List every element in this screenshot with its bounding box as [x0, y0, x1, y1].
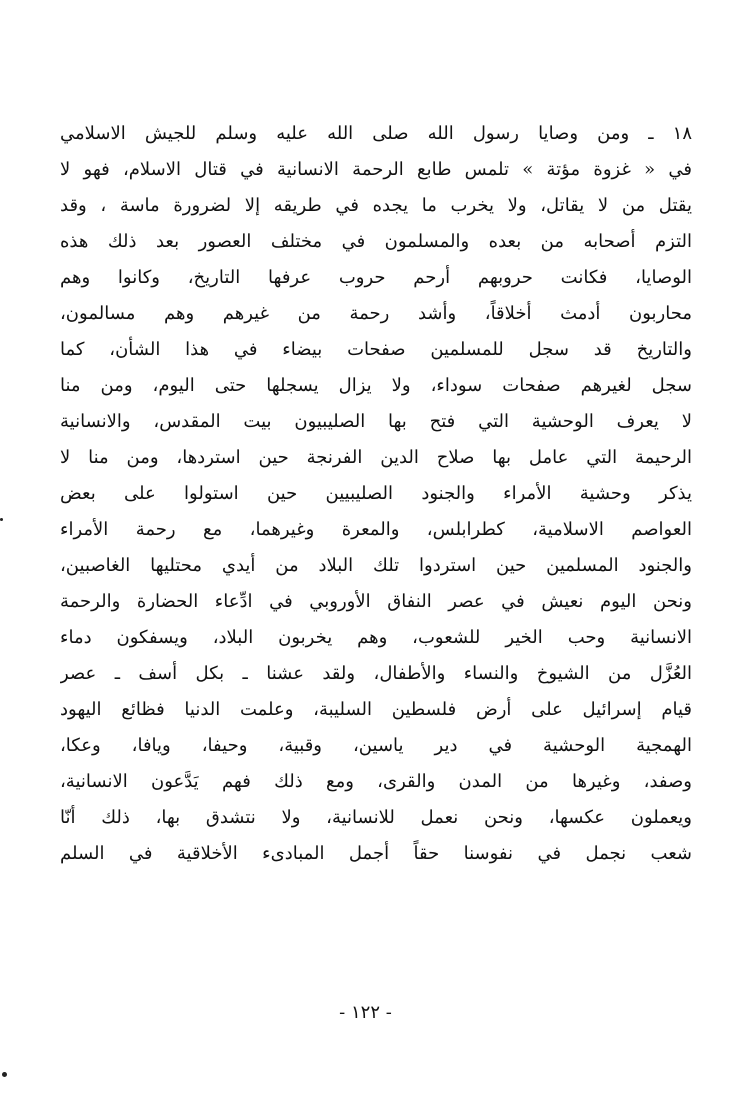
- text-line: قيام إسرائيل على أرض فلسطين السليبة، وعلمت الدنيا فظائع اليهود: [60, 699, 692, 720]
- text-line: يذكر وحشية الأمراء والجنود الصليبيين حين استولوا على بعض: [60, 483, 692, 504]
- text-line: ١٨ ـ ومن وصايا رسول الله صلى الله عليه وسلم للجيش الاسلامي: [60, 123, 692, 144]
- page-number: - ١٢٢ -: [339, 1002, 392, 1023]
- text-line: وصفد، وغيرها من المدن والقرى، ومع ذلك فهم يَدَّعون الانسانية،: [60, 771, 692, 792]
- text-line: الهمجية الوحشية في دير ياسين، وقبية، وحيفا، ويافا، وعكا،: [60, 735, 692, 756]
- text-line: ويعملون عكسها، ونحن نعمل للانسانية، ولا نتشدق بها، ذلك أنّا: [60, 807, 692, 828]
- scan-speck: [2, 1072, 7, 1077]
- text-line: الوصايا، فكانت حروبهم أرحم حروب عرفها التاريخ، وكانوا وهم: [60, 267, 692, 288]
- text-line: محاربون أدمث أخلاقاً، وأشد رحمة من غيرهم وهم مسالمون،: [60, 303, 692, 324]
- scan-speck: [0, 518, 3, 521]
- text-line: الانسانية وحب الخير للشعوب، وهم يخربون البلاد، ويسفكون دماء: [60, 627, 692, 648]
- text-line: والجنود المسلمين حين استردوا تلك البلاد من أيدي محتليها الغاصبين،: [60, 555, 692, 576]
- text-line: شعب نجمل في نفوسنا حقاً أجمل المبادىء الأخلاقية في السلم: [60, 843, 692, 864]
- body-text: [60, 116, 692, 872]
- text-line: العواصم الاسلامية، كطرابلس، والمعرة وغيرهما، مع رحمة الأمراء: [60, 519, 692, 540]
- text-line: في « غزوة مؤتة » تلمس طابع الرحمة الانسانية في قتال الاسلام، فهو لا: [60, 159, 692, 180]
- text-line: الرحيمة التي عامل بها صلاح الدين الفرنجة حين استردها، ومن منا لا: [60, 447, 692, 468]
- text-line: التزم أصحابه من بعده والمسلمون في مختلف العصور بعد ذلك هذه: [60, 231, 692, 252]
- text-line: العُزَّل من الشيوخ والنساء والأطفال، ولقد عشنا ـ بكل أسف ـ عصر: [60, 663, 692, 684]
- text-line: ونحن اليوم نعيش في عصر النفاق الأوروبي في ادِّعاء الحضارة والرحمة: [60, 591, 692, 612]
- text-line: لا يعرف الوحشية التي فتح بها الصليبيون بيت المقدس، والانسانية: [60, 411, 692, 432]
- text-line: يقتل من لا يقاتل، ولا يخرب ما يجده في طريقه إلا لضرورة ماسة ، وقد: [60, 195, 692, 216]
- text-line: والتاريخ قد سجل للمسلمين صفحات بيضاء في هذا الشأن، كما: [60, 339, 692, 360]
- text-line: سجل لغيرهم صفحات سوداء، ولا يزال يسجلها حتى اليوم، ومن منا: [60, 375, 692, 396]
